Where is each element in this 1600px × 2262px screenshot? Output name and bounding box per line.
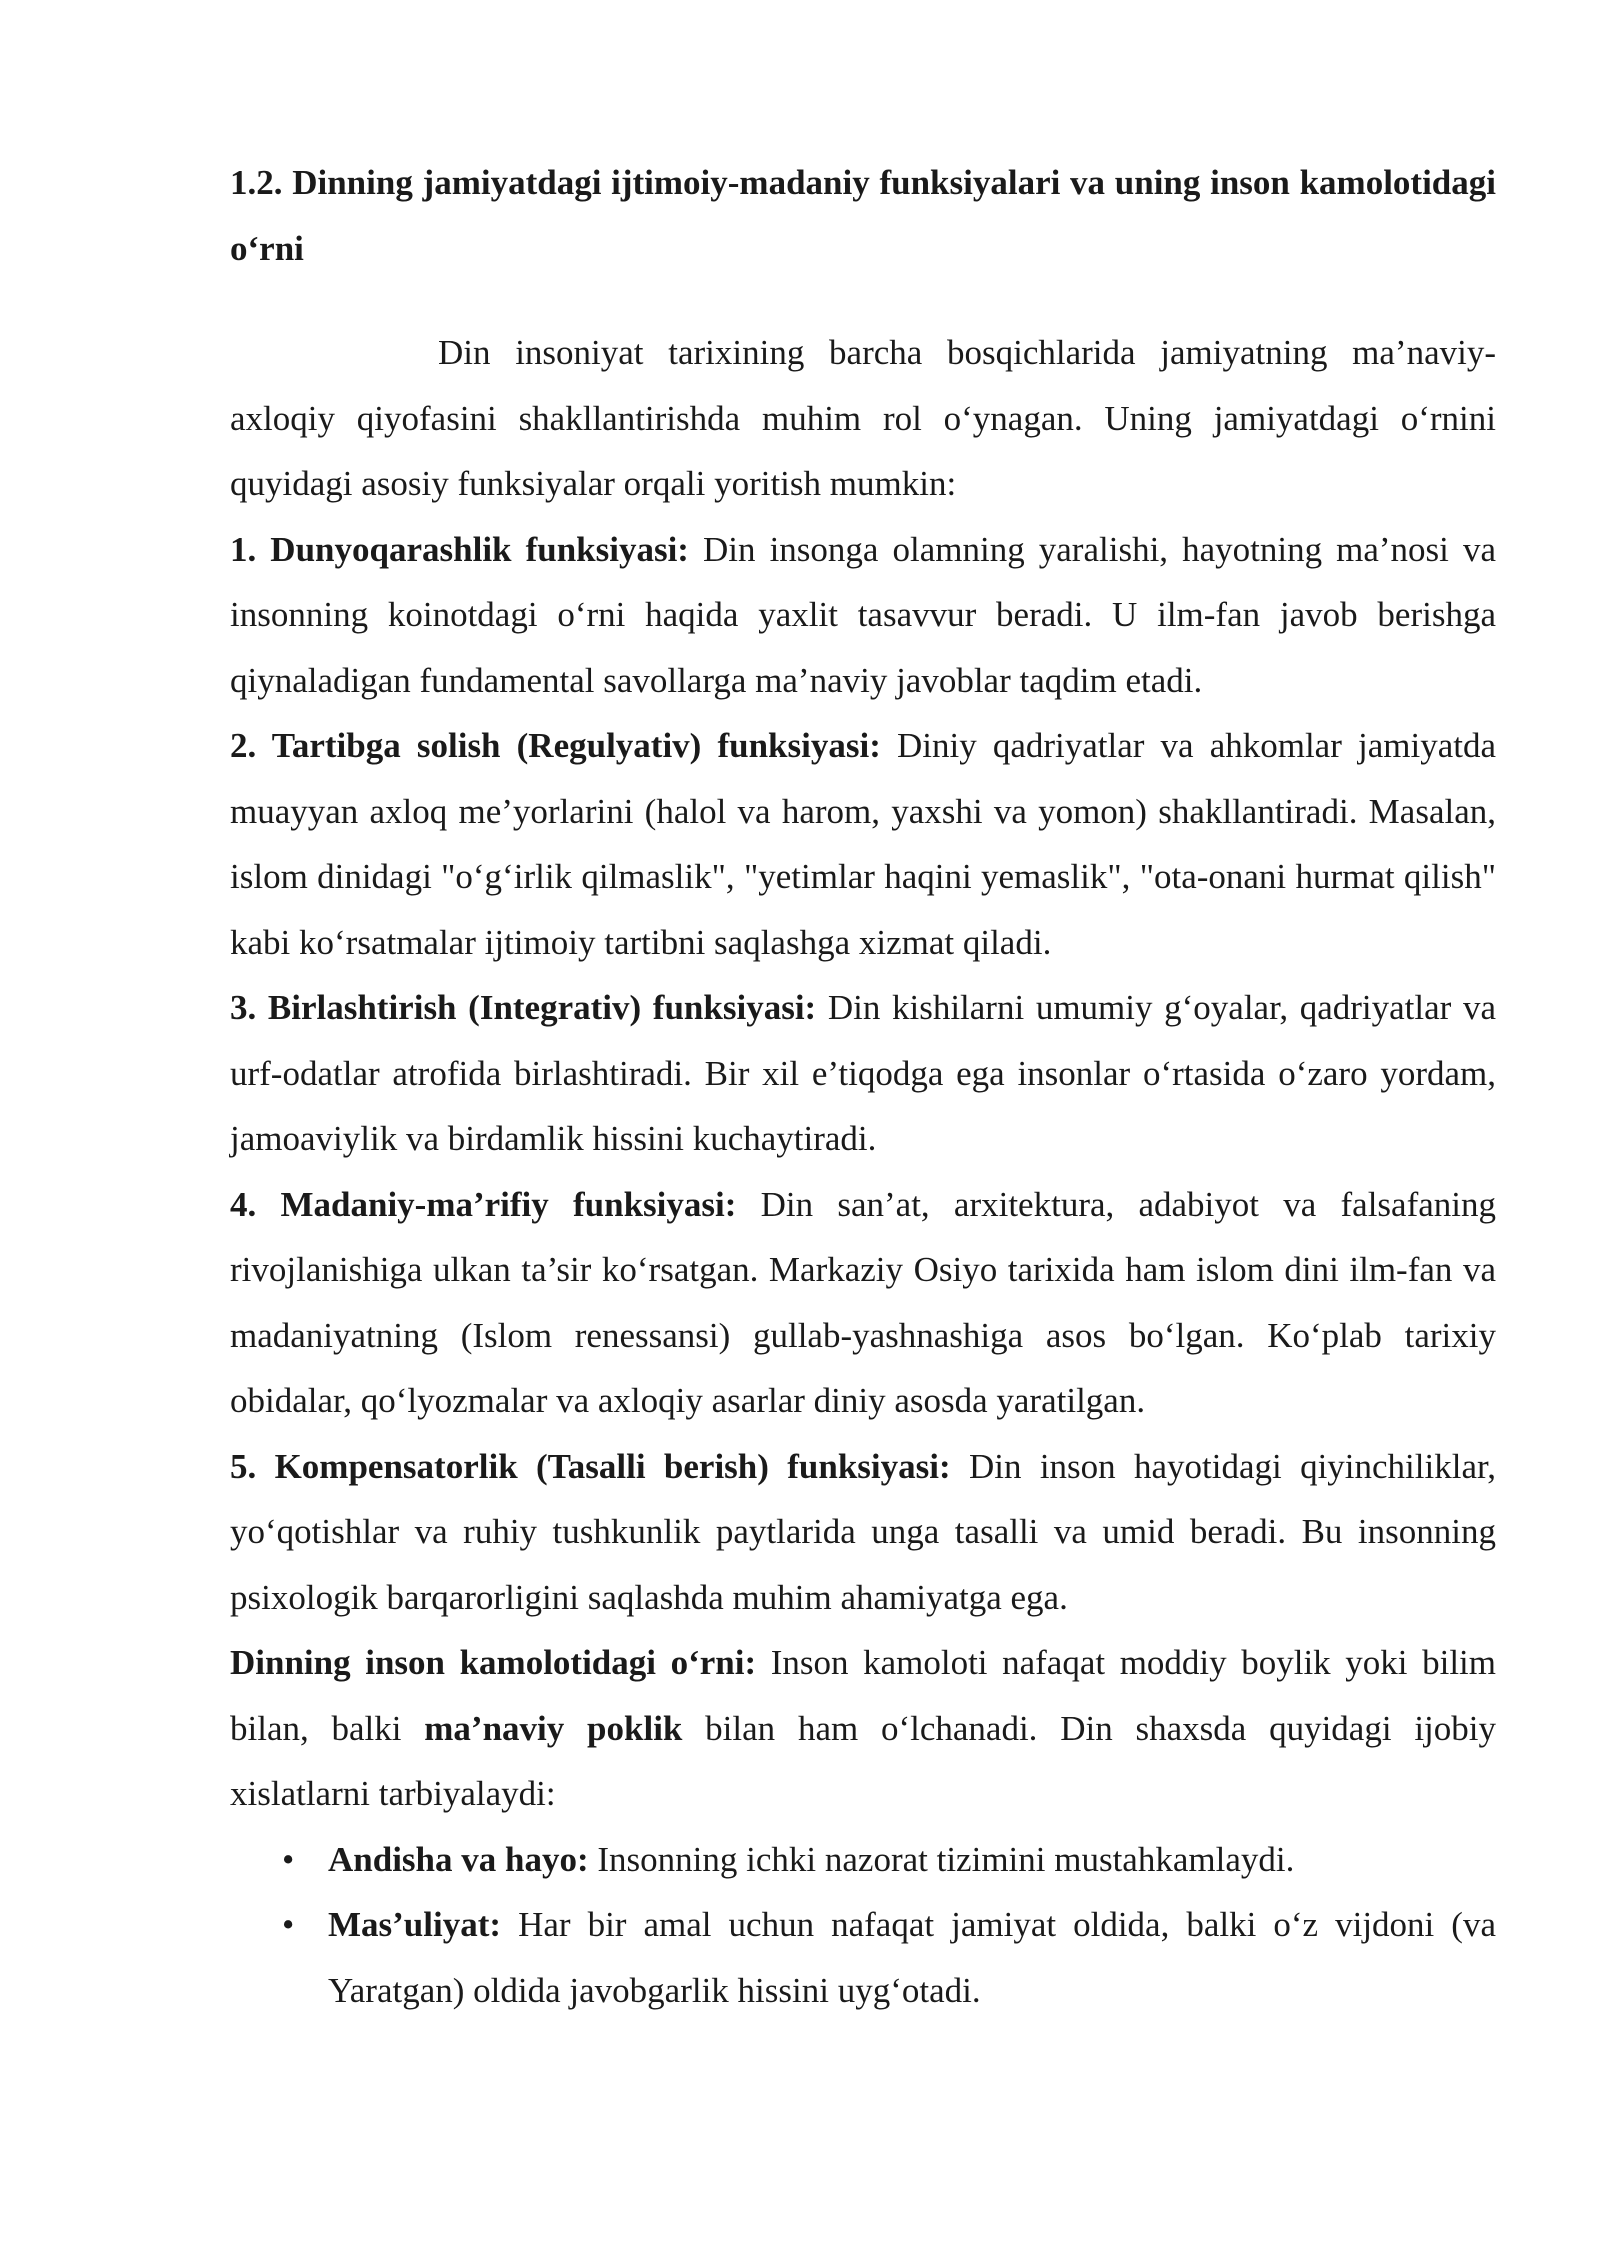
function-text-1: Din insonga olamning yaralishi, hayotning ma’nosi va insonning koinotdagi o‘rni haqida yaxlit tasavvur beradi. U ilm-fan javob berishga qiynaladigan fundamental savollarga ma’naviy javoblar taqdim etadi. [230, 529, 1496, 700]
role-text-after: bilan ham o‘lchanadi. Din shaxsda quyidagi ijobiy xislatlarni tarbiyalaydi: [230, 1708, 1496, 1813]
bullet-text-2: Har bir amal uchun nafaqat jamiyat oldida, balki o‘z vijdoni (va Yaratgan) oldida javobgarlik hissini uyg‘otadi. [328, 1905, 1496, 2010]
bullet-icon: • [282, 1905, 295, 1944]
function-title-2: 2. Tartibga solish (Regulyativ) funksiyasi: [230, 726, 881, 765]
bullet-icon: • [282, 1839, 295, 1879]
function-title-1: 1. Dunyoqarashlik funksiyasi: [230, 529, 689, 569]
role-text-before: Inson kamoloti nafaqat moddiy boylik yoki bilim bilan, balki [230, 1643, 1496, 1748]
function-paragraph-3 [230, 975, 1496, 1172]
function-paragraph-4 [230, 1172, 1496, 1434]
function-paragraph-1 [230, 517, 1496, 714]
qualities-list [230, 1827, 1496, 2024]
function-text-3: Din kishilarni umumiy g‘oyalar, qadriyatlar va urf-odatlar atrofida birlashtiradi. Bir xil e’tiqodga ega insonlar o‘rtasida o‘zaro yordam, jamoaviylik va birdamlik hissini kuchaytiradi. [230, 988, 1496, 1158]
function-paragraph-5 [230, 1434, 1496, 1631]
role-emphasis: ma’naviy poklik [424, 1708, 683, 1748]
section-heading: 1.2. Dinning jamiyatdagi ijtimoiy-madaniy funksiyalari va uning inson kamolotidagi o‘rni [230, 163, 1496, 268]
function-text-5: Din inson hayotidagi qiyinchiliklar, yo‘qotishlar va ruhiy tushkunlik paytlarida unga tasalli va umid beradi. Bu insonning psixologik barqarorligini saqlashda muhim ahamiyatga ega. [230, 1446, 1496, 1617]
bullet-title-2: Mas’uliyat: [328, 1905, 502, 1944]
function-text-2: Diniy qadriyatlar va ahkomlar jamiyatda muayyan axloq me’yorlarini (halol va harom, yaxshi va yomon) shakllantiradi. Masalan, islom dinidagi "o‘g‘irlik qilmaslik", "yetimlar haqini yemaslik", "ota-onani hurmat qilish" kabi ko‘rsatmalar ijtimoiy tartibni saqlashga xizmat qiladi. [230, 726, 1496, 962]
intro-paragraph: Din insoniyat tarixining barcha bosqichlarida jamiyatning ma’naviy-axloqiy qiyofasini shakllantirishda muhim rol o‘ynagan. Uning jamiyatdagi o‘rnini quyidagi asosiy funksiyalar orqali yoritish mumkin: [230, 333, 1496, 503]
document-page [230, 150, 1496, 2023]
list-item [230, 1827, 1496, 1893]
bullet-title-1: Andisha va hayo: [328, 1839, 589, 1879]
function-title-5: 5. Kompensatorlik (Tasalli berish) funksiyasi: [230, 1446, 951, 1486]
function-title-4: 4. Madaniy-ma’rifiy funksiyasi: [230, 1184, 737, 1224]
function-text-4: Din san’at, arxitektura, adabiyot va falsafaning rivojlanishiga ulkan ta’sir ko‘rsatgan. Markaziy Osiyo tarixida ham islom dini ilm-fan va madaniyatning (Islom renessansi) gullab-yashnashiga asos bo‘lgan. Ko‘plab tarixiy obidalar, qo‘lyozmalar va axloqiy asarlar diniy asosda yaratilgan. [230, 1184, 1496, 1420]
role-title: Dinning inson kamolotidagi o‘rni: [230, 1643, 757, 1682]
bullet-text-1: Insonning ichki nazorat tizimini mustahkamlaydi. [588, 1839, 1295, 1879]
list-item [230, 1892, 1496, 2023]
function-paragraph-2 [230, 713, 1496, 975]
function-title-3: 3. Birlashtirish (Integrativ) funksiyasi: [230, 988, 817, 1027]
role-paragraph [230, 1630, 1496, 1827]
